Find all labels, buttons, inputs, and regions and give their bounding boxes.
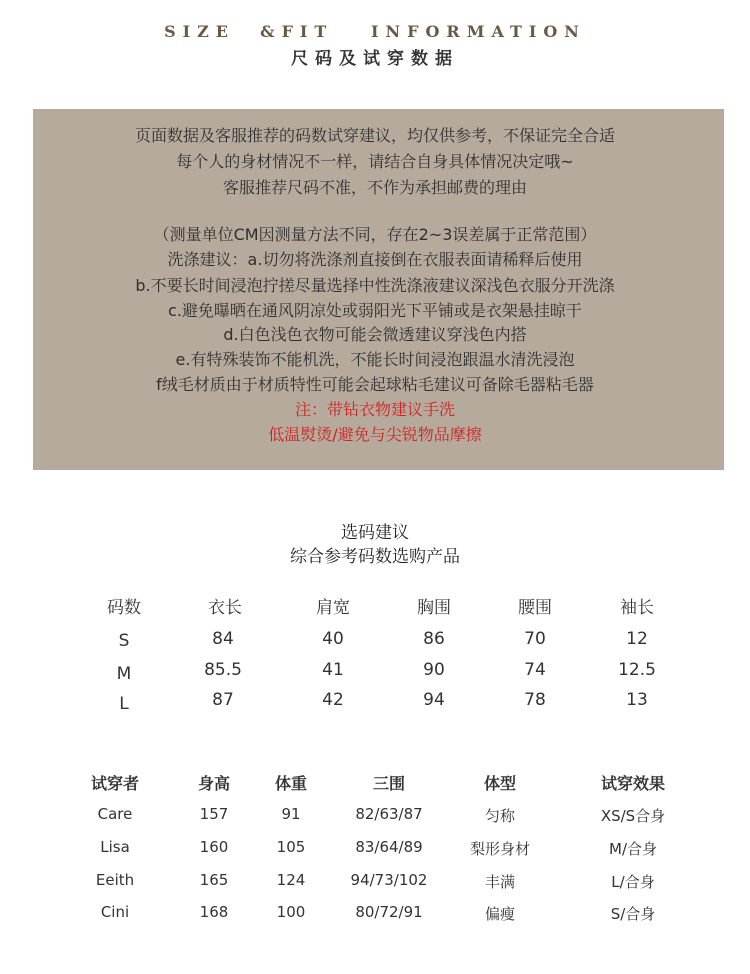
notice-line: c.避免曝晒在通风阴凉处或弱阳光下平铺或是衣架悬挂晾干 [168,301,582,320]
size-table-cell: 12 [626,629,648,649]
notice-line: 客服推荐尺码不准，不作为承担邮费的理由 [222,178,527,197]
page-title-chinese: 尺码及试穿数据 [291,49,459,69]
tryon-table-cell: 157 [199,805,229,823]
notice-line: （测量单位CM因测量方法不同，存在2~3误差属于正常范围） [153,225,597,244]
tryon-table-cell: 83/64/89 [355,838,423,856]
size-table-cell: 12.5 [618,660,656,680]
size-section-title: 选码建议 [341,523,409,543]
tryon-table-cell: 160 [199,838,229,856]
size-table-cell: 87 [212,690,234,710]
size-table-cell: 90 [423,660,445,680]
size-table-cell: M [116,664,132,684]
size-table-header: 码数 [107,598,141,618]
size-table-cell: 40 [322,629,344,649]
size-table-cell: 94 [423,690,445,710]
tryon-table-header: 身高 [197,774,230,793]
tryon-table-cell: M/合身 [609,840,657,858]
tryon-table-cell: 100 [276,903,306,921]
size-table-header: 肩宽 [316,598,350,618]
tryon-table-header: 体型 [483,774,516,793]
size-table-cell: S [118,631,130,651]
size-table-cell: L [119,694,129,714]
size-table-cell: 85.5 [204,660,242,680]
size-table-cell: 74 [524,660,546,680]
notice-warning-line: 低温熨烫/避免与尖锐物品摩擦 [268,425,482,444]
tryon-table-cell: XS/S合身 [600,807,666,825]
notice-line: 页面数据及客服推荐的码数试穿建议，均仅供参考，不保证完全合适 [134,126,615,145]
size-table-cell: 13 [626,690,648,710]
tryon-table-cell: Care [97,805,133,823]
notice-line: d.白色浅色衣物可能会微透建议穿浅色内搭 [223,325,527,344]
notice-line: 每个人的身材情况不一样，请结合自身具体情况决定哦~ [176,152,574,171]
tryon-table-cell: 165 [199,871,229,889]
tryon-table-cell: Cini [100,903,130,921]
tryon-table-cell: 82/63/87 [355,805,423,823]
size-table-header: 胸围 [417,598,451,618]
size-table-header: 腰围 [518,598,552,618]
tryon-table-cell: 偏瘦 [484,905,515,923]
page-title-english: SIZE &FIT INFORMATION [164,22,586,41]
tryon-table-cell: 105 [276,838,306,856]
size-table-cell: 70 [524,629,546,649]
size-table-header: 袖长 [620,598,654,618]
size-section-subtitle: 综合参考码数选购产品 [290,547,460,567]
tryon-table-cell: 80/72/91 [355,903,423,921]
tryon-table-cell: 梨形身材 [469,840,530,858]
tryon-table-cell: 91 [281,805,301,823]
tryon-table-cell: 168 [199,903,229,921]
notice-line: b.不要长时间浸泡拧搓尽量选择中性洗涤液建议深浅色衣服分开洗涤 [135,276,615,295]
tryon-table-header: 试穿效果 [600,774,665,793]
tryon-table-header: 体重 [274,774,307,793]
notice-line: e.有特殊装饰不能机洗，不能长时间浸泡跟温水清洗浸泡 [175,350,575,369]
notice-line: f绒毛材质由于材质特性可能会起球粘毛建议可备除毛器粘毛器 [156,375,594,394]
tryon-table-cell: 匀称 [484,807,515,825]
tryon-table-cell: Eeith [95,871,135,889]
tryon-table-header: 三围 [372,774,405,793]
tryon-table-cell: 丰满 [484,873,515,891]
size-table-cell: 42 [322,690,344,710]
size-table-cell: 41 [322,660,344,680]
size-table-cell: 78 [524,690,546,710]
tryon-table-cell: S/合身 [610,905,656,923]
notice-line: 洗涤建议：a.切勿将洗涤剂直接倒在衣服表面请稀释后使用 [167,250,583,269]
tryon-table-cell: 124 [276,871,306,889]
size-table-cell: 86 [423,629,445,649]
tryon-table-cell: 94/73/102 [350,871,428,889]
size-table-cell: 84 [212,629,234,649]
notice-warning-line: 注：带钻衣物建议手洗 [294,400,455,419]
tryon-table-header: 试穿者 [90,774,139,793]
size-table-header: 衣长 [208,598,242,618]
tryon-table-cell: Lisa [100,838,130,856]
tryon-table-cell: L/合身 [611,873,655,891]
